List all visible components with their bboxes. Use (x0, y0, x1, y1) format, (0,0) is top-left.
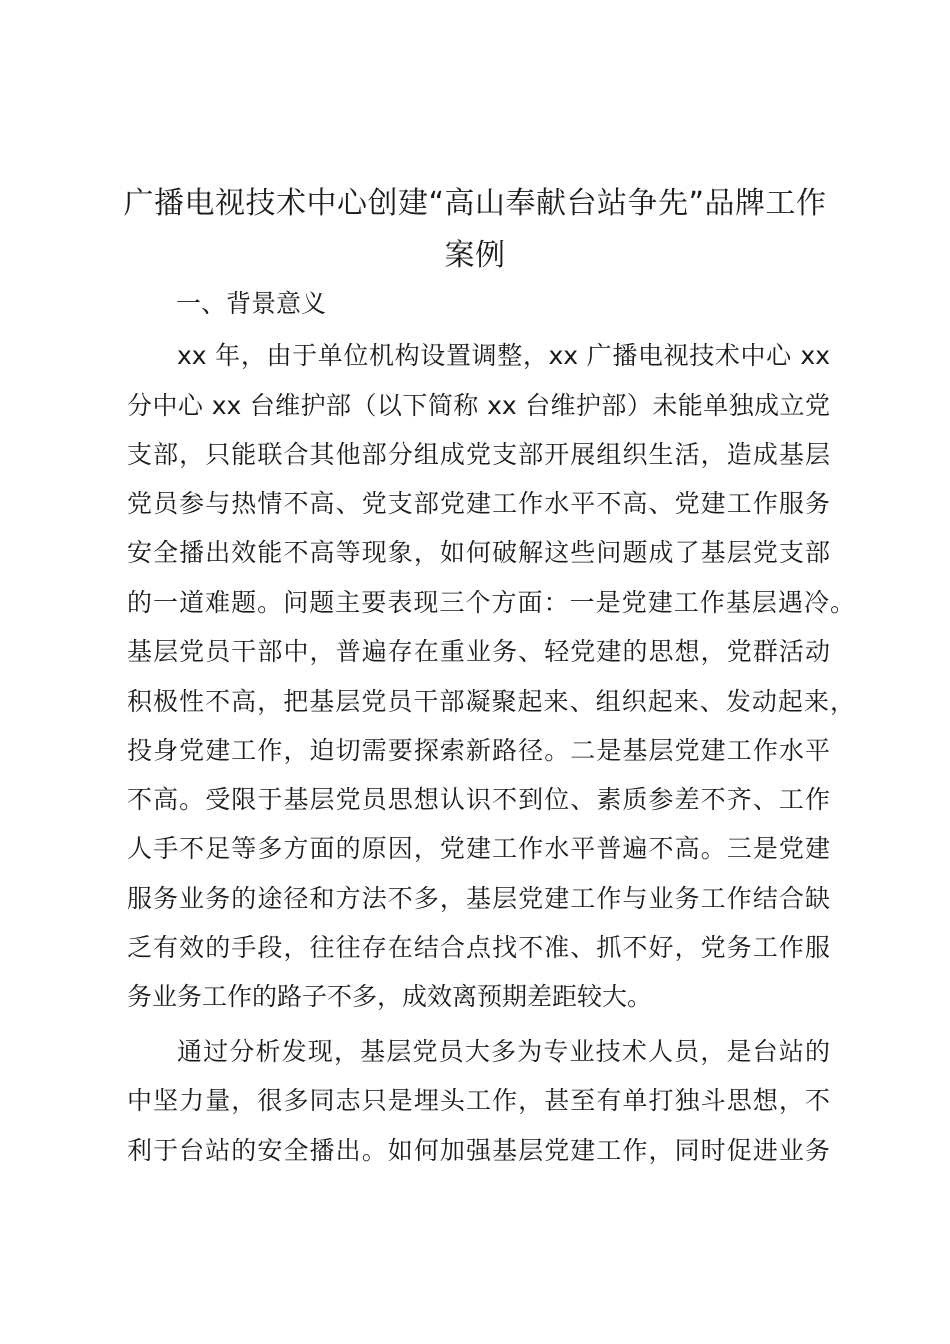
paragraph-2-line: 通过分析发现，基层党员大多为专业技术人员，是台站的 (177, 1037, 830, 1066)
paragraph-1-line: 乏有效的手段，往往存在结合点找不准、抓不好，党务工作服 (127, 933, 830, 962)
paragraph-1-line: xx 年，由于单位机构设置调整，xx 广播电视技术中心 xx (177, 341, 830, 370)
document-title-line-1: 广播电视技术中心创建“高山奉献台站争先”品牌工作 (123, 186, 827, 221)
paragraph-1-line: 积极性不高，把基层党员干部凝聚起来、组织起来、发动起来， (127, 687, 855, 716)
paragraph-2-line: 中坚力量，很多同志只是埋头工作，甚至有单打独斗思想，不 (127, 1086, 830, 1115)
paragraph-1-line: 党员参与热情不高、党支部党建工作水平不高、党建工作服务 (127, 489, 830, 518)
paragraph-1-line: 不高。受限于基层党员思想认识不到位、素质参差不齐、工作 (127, 785, 830, 814)
document-title-line-2: 案例 (444, 238, 506, 273)
paragraph-1-line: 服务业务的途径和方法不多，基层党建工作与业务工作结合缺 (127, 884, 830, 913)
paragraph-1-line: 安全播出效能不高等现象，如何破解这些问题成了基层党支部 (127, 538, 830, 567)
paragraph-1-line: 分中心 xx 台维护部（以下简称 xx 台维护部）未能单独成立党 (127, 391, 830, 420)
paragraph-1-line: 务业务工作的路子不多，成效离预期差距较大。 (127, 982, 653, 1011)
paragraph-1-line: 的一道难题。问题主要表现三个方面：一是党建工作基层遇冷。 (127, 588, 855, 617)
paragraph-1-line: 基层党员干部中，普遍存在重业务、轻党建的思想，党群活动 (127, 637, 830, 666)
paragraph-1-line: 人手不足等多方面的原因，党建工作水平普遍不高。三是党建 (127, 834, 830, 863)
section-heading: 一、背景意义 (176, 289, 327, 318)
paragraph-1-line: 支部，只能联合其他部分组成党支部开展组织生活，造成基层 (127, 440, 830, 469)
paragraph-1-line: 投身党建工作，迫切需要探索新路径。二是基层党建工作水平 (127, 736, 830, 765)
paragraph-2-line: 利于台站的安全播出。如何加强基层党建工作，同时促进业务 (127, 1136, 830, 1165)
